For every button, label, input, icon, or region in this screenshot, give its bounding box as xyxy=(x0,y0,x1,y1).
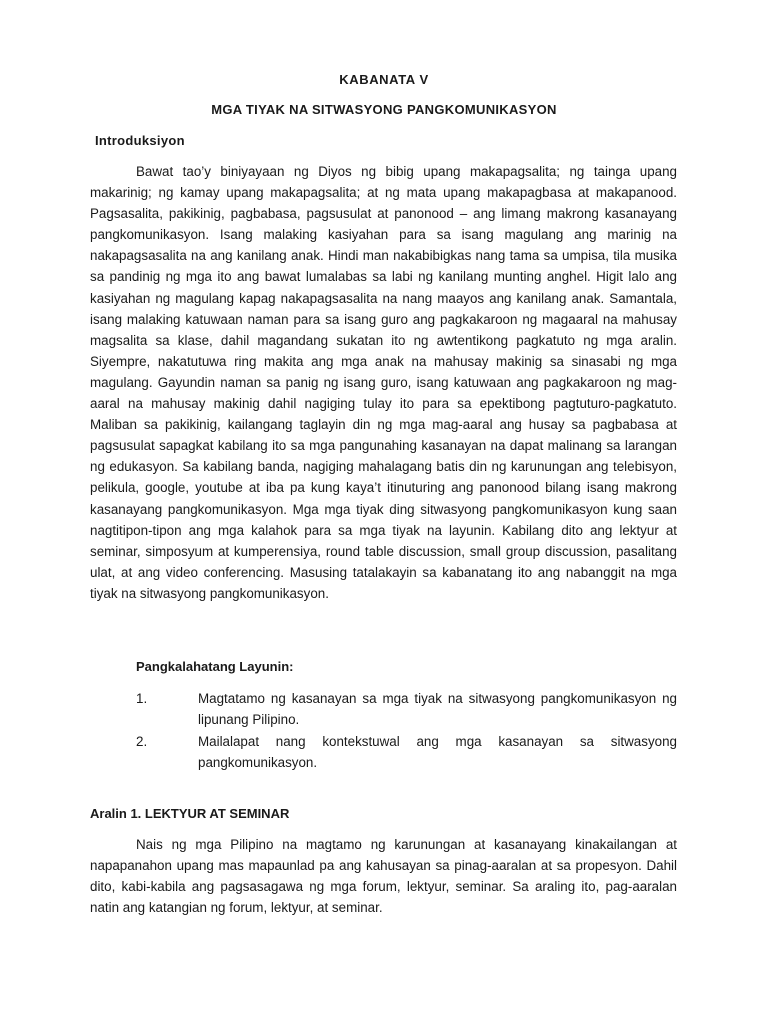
intro-paragraph: Bawat tao’y biniyayaan ng Diyos ng bibig upang makapagsalita; ng tainga upang makarinig; ng kamay upang makapagsalita; at ng mata upang makapagbasa at makapanood. Pagsasalita, pakikinig, pagbabasa, pagsusulat at panonood – ang limang makrong kasanayang pangkomunikasyon. Isang malaking kasiyahan para sa isang magulang ang marinig na nakapagsasalita na ang kanilang anak. Hindi man nakabibigkas nang tama sa umpisa, tila musika sa pandinig ng mga ito ang bawat lumalabas sa labi ng kanilang munting anghel. Higit lalo ang kasiyahan ng magulang kapag nakapagsasalita na nang maayos ang kanilang anak. Samantala, isang malaking katuwaan naman para sa isang guro ang pagkakaroon ng magaaral na mahusay magsalita sa klase, dahil magandang sukatan ito ng awtentikong pagkatuto ng mga aralin. Siyempre, nakatutuwa ring makita ang mga anak na mahusay makinig sa sinasabi ng mga magulang. Gayundin naman sa panig ng isang guro, isang katuwaan ang pagkakaroon ng mag-aaral na mahusay makinig dahil nagiging tulay ito para sa epektibong pagtuturo-pagkatuto. Maliban sa pakikinig, kailangang taglayin din ng mga mag-aaral ang husay sa pagbabasa at pagsusulat sapagkat kabilang ito sa mga pangunahing kasanayan na dapat malinang sa larangan ng edukasyon. Sa kabilang banda, nagiging mahalagang batis din ng karunungan ang telebisyon, pelikula, google, youtube at iba pa kung kaya’t itinuturing ang panonood bilang isang makrong kasanayang pangkomunikasyon. Mga mga tiyak ding sitwasyong pangkomunikasyon kung saan nagtitipon-tipon ang mga kalahok para sa mga tiyak na layunin. Kabilang dito ang lektyur at seminar, simposyum at kumperensiya, round table discussion, small group discussion, pasalitang ulat, at ang video conferencing. Masusing tatalakayin sa kabanatang ito ang nabanggit na mga tiyak na sitwasyong pangkomunikasyon. xyxy=(90,164,677,601)
goals-heading: Pangkalahatang Layunin: xyxy=(136,659,294,674)
goal-number: 2. xyxy=(136,734,148,749)
goal-item xyxy=(136,688,677,730)
lesson-heading: Aralin 1. LEKTYUR AT SEMINAR xyxy=(90,806,290,821)
chapter-title: MGA TIYAK NA SITWASYONG PANGKOMUNIKASYON xyxy=(211,102,557,117)
goal-item xyxy=(136,731,677,773)
goal-text: Mailalapat nang kontekstuwal ang mga kasanayan sa sitwasyong pangkomunikasyon. xyxy=(198,734,677,770)
lesson-paragraph: Nais ng mga Pilipino na magtamo ng karunungan at kasanayang kinakailangan at napapanahon upang mas mapaunlad pa ang kahusayan sa pinag-aaralan at sa propesyon. Dahil dito, kabi-kabila ang pagsasagawa ng mga forum, lektyur, seminar. Sa araling ito, pag-aaralan natin ang katangian ng forum, lektyur, at seminar. xyxy=(90,837,677,916)
chapter-heading: KABANATA V xyxy=(339,72,429,87)
goal-text: Magtatamo ng kasanayan sa mga tiyak na sitwasyong pangkomunikasyon ng lipunang Pilipino. xyxy=(198,691,677,727)
intro-heading: Introduksiyon xyxy=(95,133,185,148)
goal-number: 1. xyxy=(136,691,148,706)
